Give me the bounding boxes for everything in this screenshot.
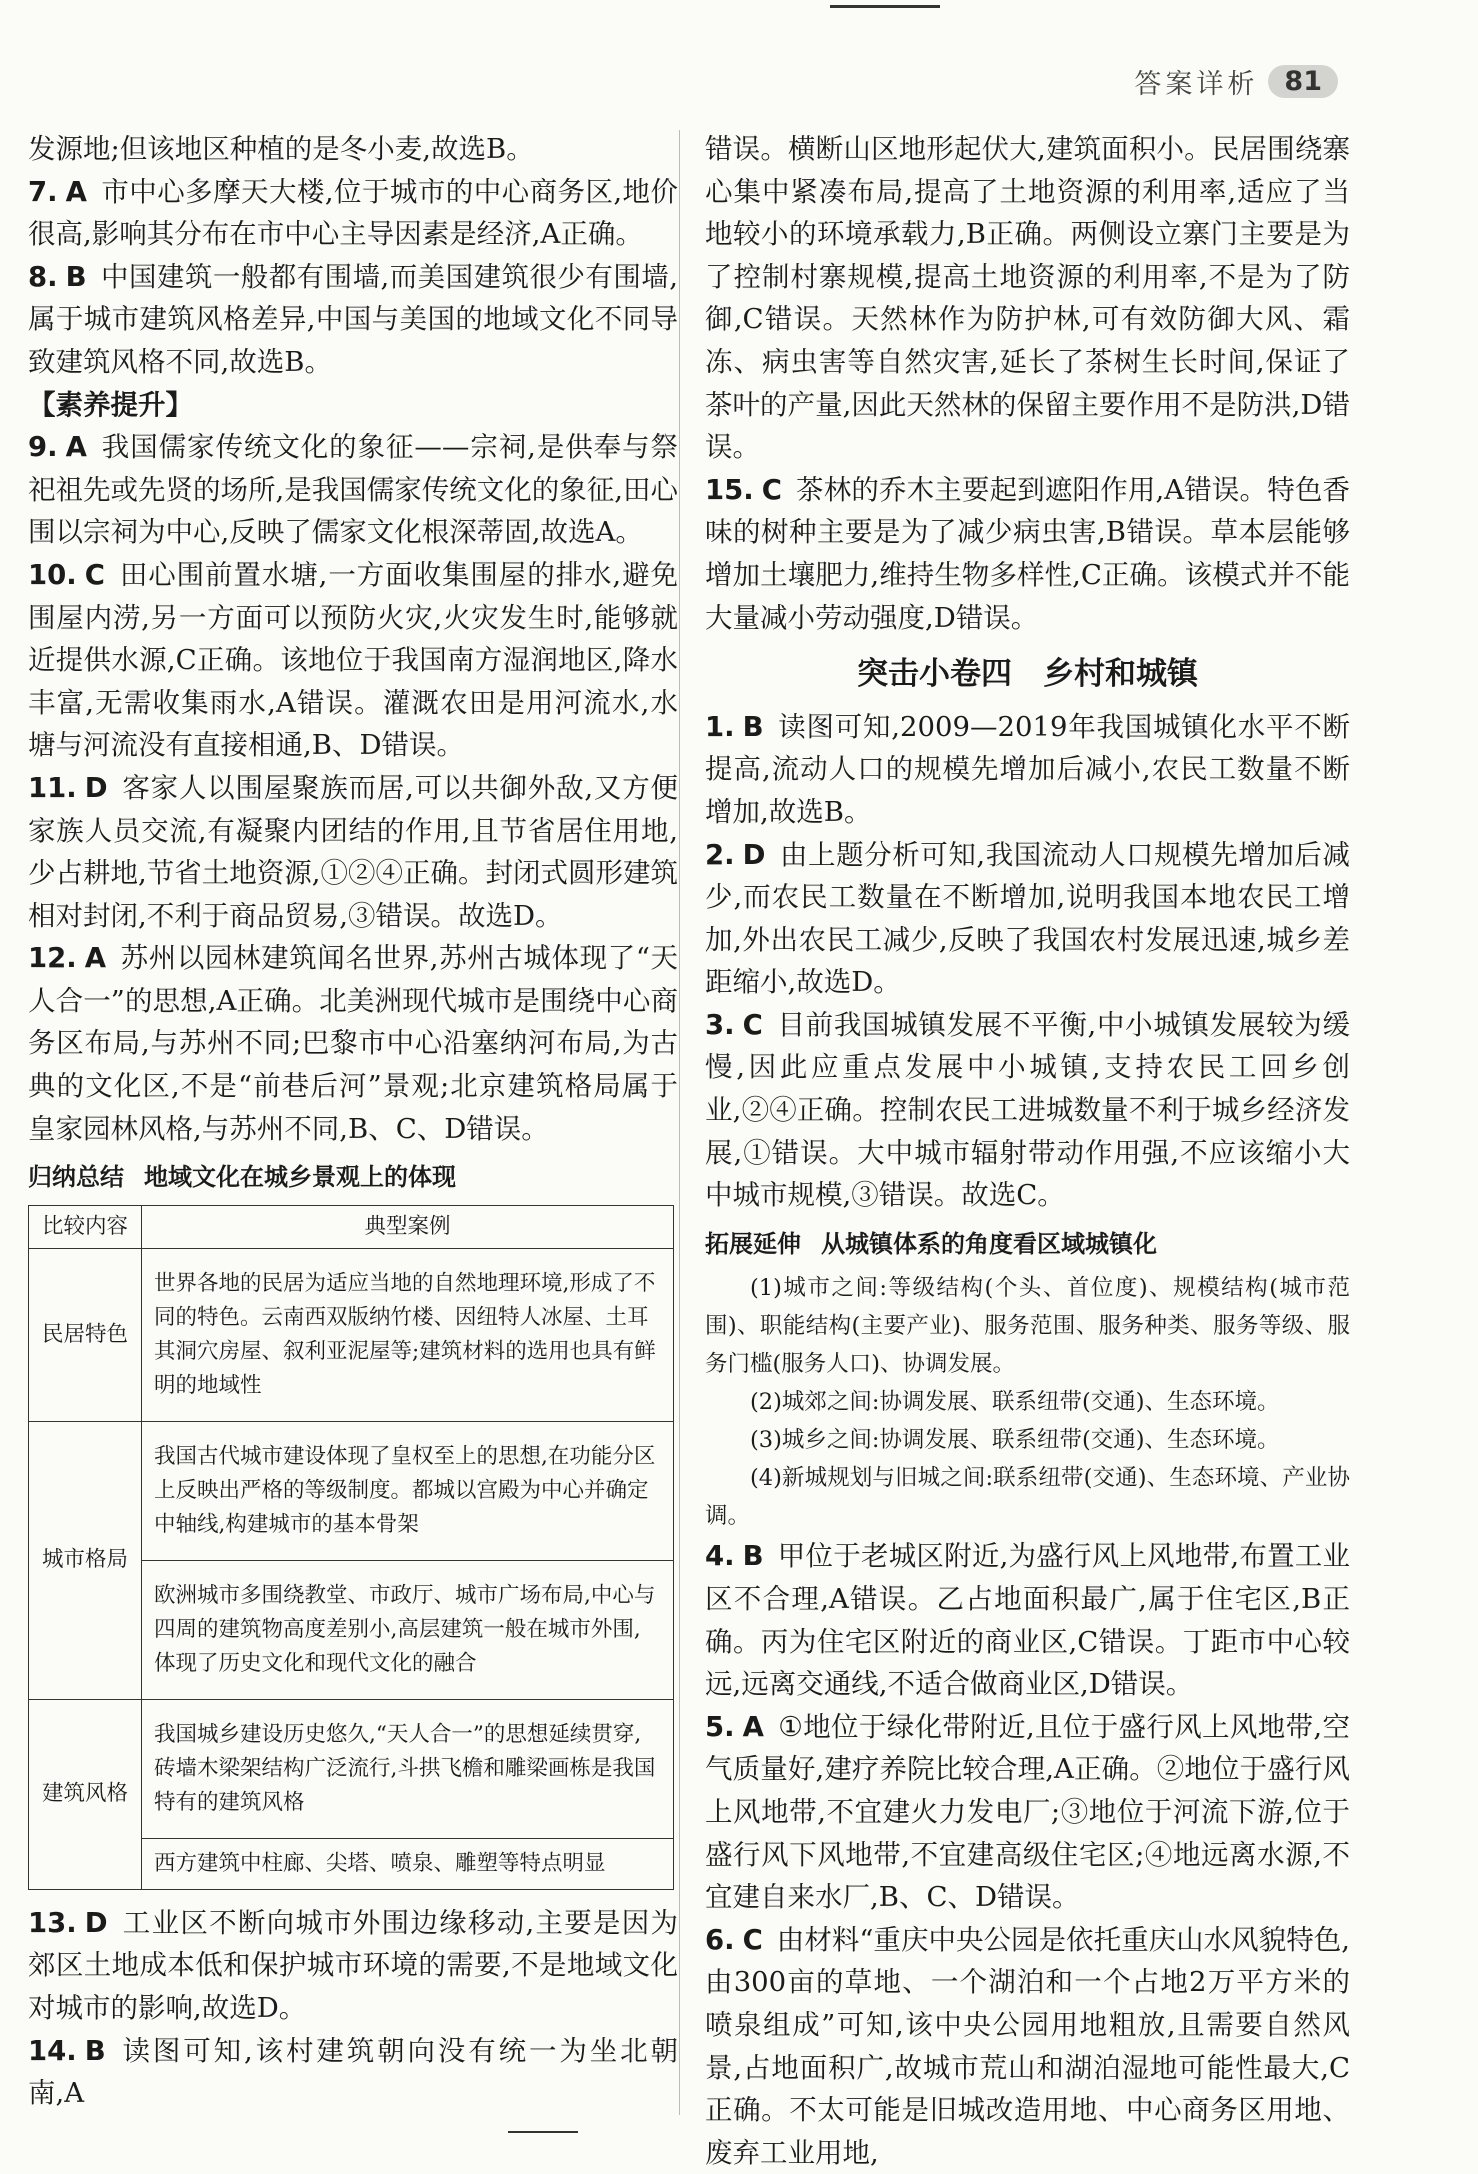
- intro-paragraph: 发源地;但该地区种植的是冬小麦,故选B。: [28, 133, 534, 165]
- q14-answer: B: [84, 2034, 106, 2067]
- q10-answer: C: [84, 558, 105, 591]
- q15-answer: C: [761, 473, 782, 506]
- section-title: 突击小卷四 乡村和城镇: [857, 656, 1198, 693]
- answer-15: [705, 469, 1350, 639]
- answer-14-continued: 错误。横断山区地形起伏大,建筑面积小。民居围绕寨心集中紧凑布局,提高了土地资源的利用率,适应了当地较小的环境承载力,B正确。两侧设立寨门主要是为了控制村寨规模,提高土地资源的利用率,不是为了防御,C错误。天然林作为防护林,可有效防御大风、霜冻、病虫害等自然灾害,延长了茶树生长时间,保证了茶叶的产量,因此天然林的保留主要作用不是防洪,D错误。: [705, 133, 1350, 464]
- answer-14: [28, 2030, 678, 2115]
- q8-number: 8.: [28, 260, 58, 293]
- q7-text: 市中心多摩天大楼,位于城市的中心商务区,地价很高,影响其分布在市中心主导因素是经济,A正确。: [28, 175, 678, 251]
- r4-text: 甲位于老城区附近,为盛行风上风地带,布置工业区不合理,A错误。乙占地面积最广,属于住宅区,B正确。丙为住宅区附近的商业区,C错误。丁距市中心较远,远离交通线,不适合做商业区,D错误。: [705, 1540, 1350, 1701]
- bottom-edge-line: [508, 2131, 578, 2133]
- r1-text: 读图可知,2009—2019年我国城镇化水平不断提高,流动人口的规模先增加后减小,农民工数量不断增加,故选B。: [705, 710, 1350, 828]
- answer-12: [28, 937, 678, 1150]
- answer-13: [28, 1902, 678, 2030]
- table-cell: 世界各地的民居为适应当地的自然地理环境,形成了不同的特色。云南西双版纳竹楼、因纽特人冰屋、土耳其洞穴房屋、叙利亚泥屋等;建筑材料的选用也具有鲜明的地域性: [142, 1248, 674, 1421]
- q11-text: 客家人以围屋聚族而居,可以共御外敌,又方便家族人员交流,有凝聚内团结的作用,且节省居住用地,少占耕地,节省土地资源,①②④正确。封闭式圆形建筑相对封闭,不利于商品贸易,③错误。故选D。: [28, 771, 678, 932]
- r2-text: 由上题分析可知,我国流动人口规模先增加后减少,而农民工数量在不断增加,说明我国本地农民工增加,外出农民工减少,反映了我国农村发展迅速,城乡差距缩小,故选D。: [705, 838, 1350, 999]
- table-category-cell: 城市格局: [29, 1421, 142, 1699]
- r6-text: 由材料“重庆中央公园是依托重庆山水风貌特色,由300亩的草地、一个湖泊和一个占地2万平方米的喷泉组成”可知,该中央公园用地粗放,且需要自然风景,占地面积广,故城市荒山和湖泊湿地可能性最大,C正确。不太可能是旧城改造用地、中心商务区用地、废弃工业用地,: [705, 1923, 1350, 2169]
- q10-text: 田心围前置水塘,一方面收集围屋的排水,避免围屋内涝,另一方面可以预防火灾,火灾发生时,能够就近提供水源,C正确。该地位于我国南方湿润地区,降水丰富,无需收集雨水,A错误。灌溉农田是用河流水,水塘与河流没有直接相通,B、D错误。: [28, 558, 678, 762]
- top-edge-line: [830, 5, 940, 8]
- answer-r5: [705, 1706, 1350, 1919]
- r4-answer: B: [742, 1540, 764, 1573]
- r1-number: 1.: [705, 710, 735, 743]
- table-row: [29, 1248, 674, 1421]
- table-category-cell: 民居特色: [29, 1248, 142, 1421]
- q7-number: 7.: [28, 175, 58, 208]
- q14-number: 14.: [28, 2034, 77, 2067]
- q13-number: 13.: [28, 1906, 77, 1939]
- q12-number: 12.: [28, 942, 77, 975]
- q14-text: 读图可知,该村建筑朝向没有统一为坐北朝南,A: [28, 2034, 678, 2110]
- q9-number: 9.: [28, 431, 58, 464]
- table-cell: 我国城乡建设历史悠久,“天人合一”的思想延续贯穿,砖墙木梁架结构广泛流行,斗拱飞檐和雕梁画栋是我国特有的建筑风格: [142, 1699, 674, 1838]
- sub-heading-suyang: 【素养提升】: [28, 388, 193, 421]
- r3-answer: C: [742, 1008, 763, 1041]
- extension-point: (4)新城规划与旧城之间:联系纽带(交通)、生态环境、产业协调。: [705, 1465, 1350, 1530]
- answer-r3: [705, 1004, 1350, 1217]
- q9-text: 我国儒家传统文化的象征——宗祠,是供奉与祭祀祖先或先贤的场所,是我国儒家传统文化的象征,田心围以宗祠为中心,反映了儒家文化根深蒂固,故选A。: [28, 431, 678, 549]
- extension-title: 从城镇体系的角度看区域城镇化: [821, 1229, 1157, 1258]
- r2-answer: D: [742, 838, 766, 871]
- answer-r4: [705, 1535, 1350, 1705]
- table-row: [29, 1699, 674, 1838]
- table-category-cell: 建筑风格: [29, 1699, 142, 1889]
- answer-r6: [705, 1919, 1350, 2174]
- extension-label: 拓展延伸: [705, 1229, 801, 1258]
- header-title: 答案详析: [1134, 69, 1259, 100]
- q7-answer: A: [65, 175, 87, 208]
- summary-title: 地域文化在城乡景观上的体现: [144, 1163, 456, 1192]
- summary-table: [28, 1205, 674, 1890]
- r4-number: 4.: [705, 1540, 735, 1573]
- page-header: [1134, 62, 1338, 101]
- r3-number: 3.: [705, 1008, 735, 1041]
- table-row: [29, 1421, 674, 1560]
- summary-heading: [28, 1156, 678, 1199]
- summary-label: 归纳总结: [28, 1163, 124, 1192]
- table-header-cell: 典型案例: [142, 1205, 674, 1248]
- extension-point: (1)城市之间:等级结构(个头、首位度)、规模结构(城市范围)、职能结构(主要产业)、服务范围、服务种类、服务等级、服务门槛(服务人口)、协调发展。: [705, 1275, 1350, 1378]
- q10-number: 10.: [28, 558, 77, 591]
- table-header-row: [29, 1205, 674, 1248]
- r2-number: 2.: [705, 838, 735, 871]
- table-cell: 我国古代城市建设体现了皇权至上的思想,在功能分区上反映出严格的等级制度。都城以宫殿为中心并确定中轴线,构建城市的基本骨架: [142, 1421, 674, 1560]
- q8-answer: B: [65, 260, 87, 293]
- left-column: [28, 128, 678, 2115]
- extension-block: [705, 1269, 1350, 1535]
- table-header-cell: 比较内容: [29, 1205, 142, 1248]
- answer-r1: [705, 706, 1350, 834]
- r5-text: ①地位于绿化带附近,且位于盛行风上风地带,空气质量好,建疗养院比较合理,A正确。②地位于盛行风上风地带,不宜建火力发电厂;③地位于河流下游,位于盛行风下风地带,不宜建高级住宅区;④地远离水源,不宜建自来水厂,B、C、D错误。: [705, 1710, 1350, 1914]
- q9-answer: A: [65, 431, 87, 464]
- q12-answer: A: [84, 942, 107, 975]
- extension-point: (2)城郊之间:协调发展、联系纽带(交通)、生态环境。: [750, 1389, 1280, 1416]
- page-number-badge: 81: [1268, 65, 1338, 98]
- answer-9: [28, 426, 678, 554]
- q15-number: 15.: [705, 473, 754, 506]
- q11-answer: D: [84, 771, 108, 804]
- q11-number: 11.: [28, 771, 77, 804]
- q13-text: 工业区不断向城市外围边缘移动,主要是因为郊区土地成本低和保护城市环境的需要,不是地域文化对城市的影响,故选D。: [28, 1906, 678, 2025]
- r5-number: 5.: [705, 1710, 735, 1743]
- answer-8: [28, 256, 678, 384]
- extension-heading: [705, 1223, 1350, 1266]
- answer-7: [28, 171, 678, 256]
- q15-text: 茶林的乔木主要起到遮阳作用,A错误。特色香味的树种主要是为了减少病虫害,B错误。草本层能够增加土壤肥力,维持生物多样性,C正确。该模式并不能大量减小劳动强度,D错误。: [705, 473, 1350, 634]
- q13-answer: D: [84, 1906, 108, 1939]
- extension-point: (3)城乡之间:协调发展、联系纽带(交通)、生态环境。: [750, 1427, 1280, 1454]
- q12-text: 苏州以园林建筑闻名世界,苏州古城体现了“天人合一”的思想,A正确。北美洲现代城市是围绕中心商务区布局,与苏州不同;巴黎市中心沿塞纳河布局,为古典的文化区,不是“前巷后河”景观;北京建筑格局属于皇家园林风格,与苏州不同,B、C、D错误。: [28, 942, 678, 1145]
- answer-11: [28, 767, 678, 937]
- r5-answer: A: [742, 1710, 764, 1743]
- answer-r2: [705, 834, 1350, 1004]
- column-divider: [679, 130, 680, 2115]
- table-cell: 欧洲城市多围绕教堂、市政厅、城市广场布局,中心与四周的建筑物高度差别小,高层建筑一般在城市外围,体现了历史文化和现代文化的融合: [142, 1560, 674, 1699]
- q8-text: 中国建筑一般都有围墙,而美国建筑很少有围墙,属于城市建筑风格差异,中国与美国的地域文化不同导致建筑风格不同,故选B。: [28, 260, 678, 378]
- r1-answer: B: [742, 710, 764, 743]
- table-cell: 西方建筑中柱廊、尖塔、喷泉、雕塑等特点明显: [142, 1838, 674, 1889]
- r6-number: 6.: [705, 1923, 735, 1956]
- right-column: [705, 128, 1350, 2174]
- r3-text: 目前我国城镇发展不平衡,中小城镇发展较为缓慢,因此应重点发展中小城镇,支持农民工回乡创业,②④正确。控制农民工进城数量不利于城乡经济发展,①错误。大中城市辐射带动作用强,不应该缩小大中城市规模,③错误。故选C。: [705, 1008, 1350, 1212]
- r6-answer: C: [742, 1923, 763, 1956]
- answer-10: [28, 554, 678, 767]
